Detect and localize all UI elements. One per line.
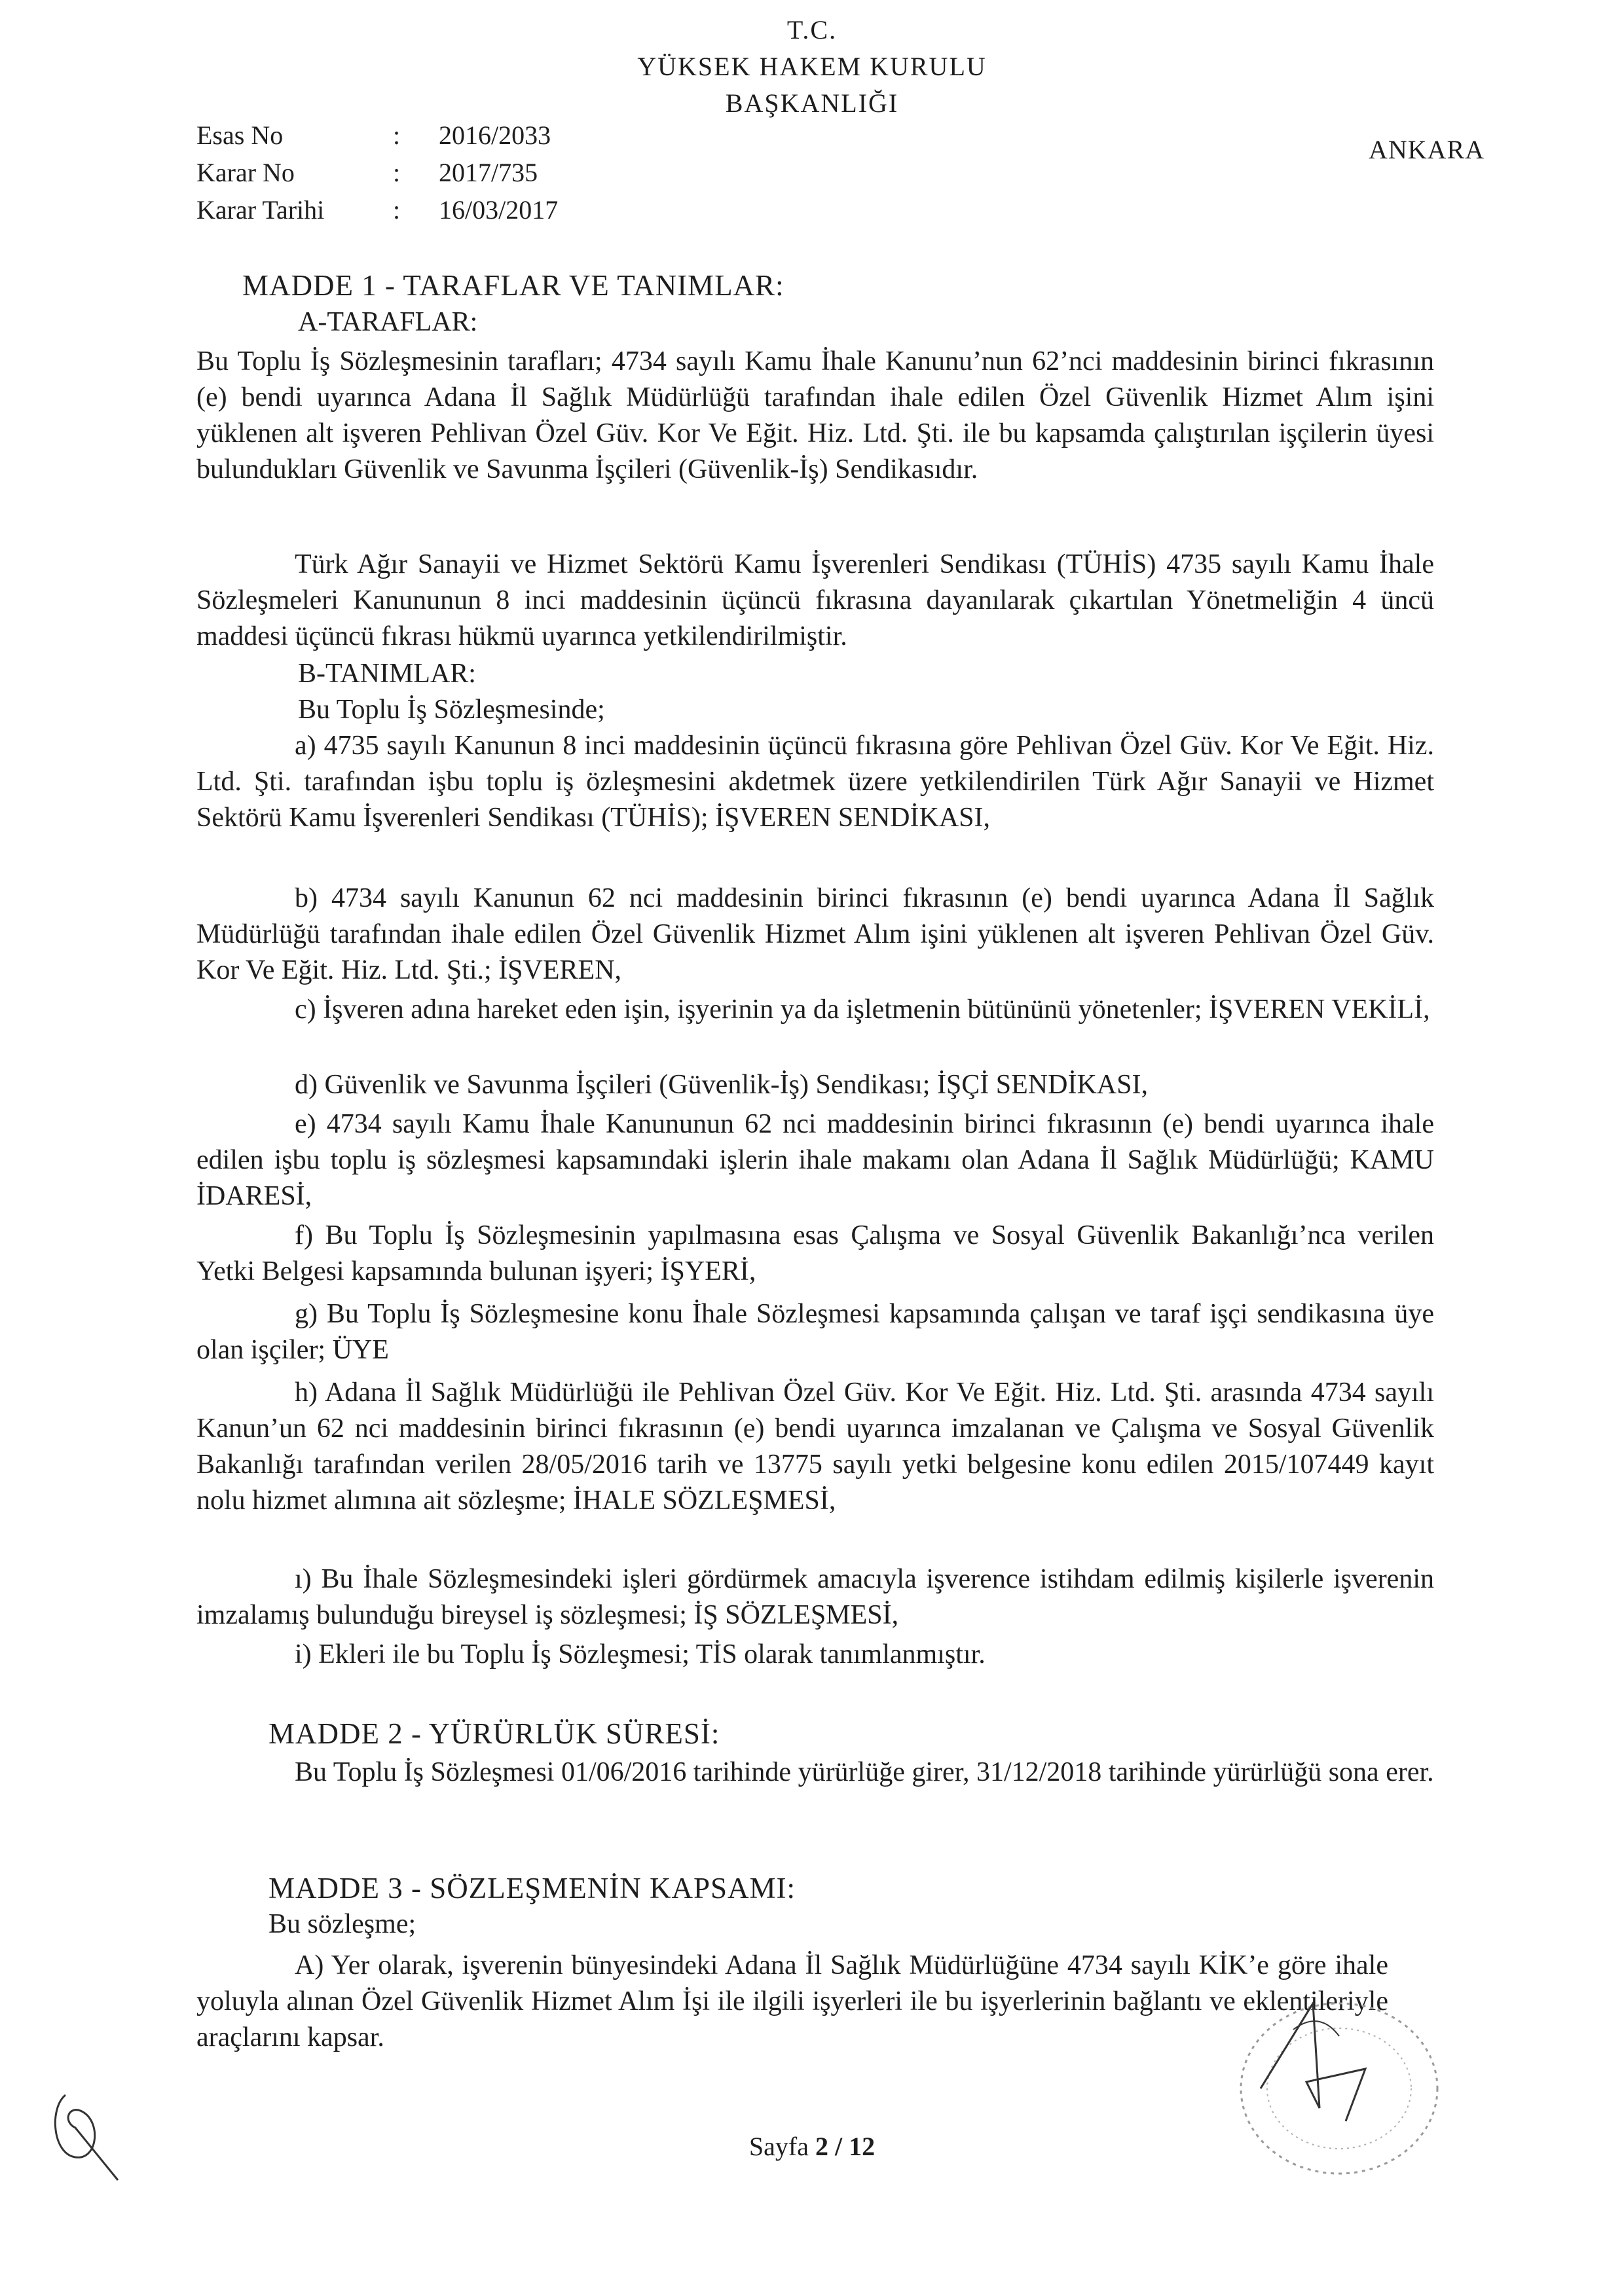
definition-item-g: g) Bu Toplu İş Sözleşmesine konu İhale Sözleşmesi kapsamında çalışan ve taraf işçi sendikasına üye olan işçiler; ÜYE — [196, 1299, 1434, 1365]
definition-item-d: d) Güvenlik ve Savunma İşçileri (Güvenlik-İş) Sendikası; İŞÇİ SENDİKASI, — [295, 1070, 1148, 1100]
madde1-intro: Bu Toplu İş Sözleşmesinde; — [298, 695, 605, 725]
header-country: T.C. — [786, 15, 838, 45]
meta-value: 16/03/2017 — [439, 195, 559, 225]
meta-row-esas — [196, 120, 551, 151]
madde3-paragraph: A) Yer olarak, işverenin bünyesindeki Adana İl Sağlık Müdürlüğüne 4734 sayılı KİK’e göre ihale yoluyla alınan Özel Güvenlik Hizmet Alım İşi ile ilgili işyerleri ile bu işyerlerinin bağlantı ve eklentileriyle araçlarını kapsar. — [196, 1950, 1388, 2052]
page-current: 2 — [815, 2132, 828, 2161]
definition-item-i: i) Ekleri ile bu Toplu İş Sözleşmesi; TİS olarak tanımlanmıştır. — [295, 1639, 986, 1669]
definition-item-a: a) 4735 sayılı Kanunun 8 inci maddesinin üçüncü fıkrasına göre Pehlivan Özel Güv. Kor Ve Eğit. Hiz. Ltd. Şti. tarafından işbu toplu iş özleşmesini akdetmek üzere yetkilendirilen Türk Ağır Sanayii ve Hizmet Sektörü Kamu İşverenleri Sendikası (TÜHİS); İŞVEREN SENDİKASI, — [196, 731, 1434, 833]
meta-colon: : — [393, 195, 401, 225]
definition-item-h: h) Adana İl Sağlık Müdürlüğü ile Pehlivan Özel Güv. Kor Ve Eğit. Hiz. Ltd. Şti. arasında 4734 sayılı Kanun’un 62 nci maddesinin birinci fıkrasının (e) bendi uyarınca imzalanan ve Çalışma ve Sosyal Güvenlik Bakanlığı tarafından verilen 28/05/2016 tarih ve 13775 sayılı yetki belgesine konu edilen 2015/107449 kayıt nolu hizmet alımına ait sözleşme; İHALE SÖZLEŞMESİ, — [196, 1377, 1434, 1516]
madde1-paragraph-2: Türk Ağır Sanayii ve Hizmet Sektörü Kamu İşverenleri Sendikası (TÜHİS) 4735 sayılı Kamu İhale Sözleşmeleri Kanununun 8 inci maddesinin üçüncü fıkrasına dayanılarak çıkartılan Yönetmeliğin 4 üncü maddesi üçüncü fıkrası hükmü uyarınca yetkilendirilmiştir. — [196, 549, 1434, 651]
header-institution: YÜKSEK HAKEM KURULU — [637, 52, 987, 81]
header-office: BAŞKANLIĞI — [725, 88, 899, 118]
meta-value: 2017/735 — [439, 158, 538, 187]
madde2-heading: MADDE 2 - YÜRÜRLÜK SÜRESİ: — [268, 1717, 720, 1750]
definition-item-b: b) 4734 sayılı Kanunun 62 nci maddesinin birinci fıkrasının (e) bendi uyarınca Adana İl Sağlık Müdürlüğü tarafından ihale edilen Özel Güvenlik Hizmet Alım işini yüklenen alt işveren Pehlivan Özel Güv. Kor Ve Eğit. Hiz. Ltd. Şti.; İŞVEREN, — [196, 883, 1434, 985]
madde1-sub-b: B-TANIMLAR: — [298, 659, 476, 689]
madde2-paragraph: Bu Toplu İş Sözleşmesi 01/06/2016 tarihinde yürürlüğe girer, 31/12/2018 tarihinde yürürlüğü sona erer. — [295, 1757, 1434, 1787]
meta-value: 2016/2033 — [439, 120, 551, 150]
page-number — [0, 2131, 1624, 2162]
page-total: 12 — [849, 2132, 876, 2161]
definition-item-i-dotless: ı) Bu İhale Sözleşmesindeki işleri gördürmek amacıyla işverence istihdam edilmiş kişilerle işverenin imzalamış bulunduğu bireysel iş sözleşmesi; İŞ SÖZLEŞMESİ, — [196, 1564, 1434, 1630]
meta-colon: : — [393, 158, 401, 187]
definition-item-c: c) İşveren adına hareket eden işin, işyerinin ya da işletmenin bütününü yönetenler; İŞVEREN VEKİLİ, — [295, 994, 1430, 1025]
madde1-sub-a: A-TARAFLAR: — [298, 307, 478, 337]
meta-row-karar — [196, 157, 538, 188]
page-label: Sayfa — [748, 2132, 809, 2161]
definition-item-f: f) Bu Toplu İş Sözleşmesinin yapılmasına esas Çalışma ve Sosyal Güvenlik Bakanlığı’nca verilen Yetki Belgesi kapsamında bulunan işyeri; İŞYERİ, — [196, 1220, 1434, 1286]
header-city: ANKARA — [1369, 135, 1485, 164]
meta-label: Karar Tarihi — [196, 195, 325, 225]
madde1-paragraph-1: Bu Toplu İş Sözleşmesinin tarafları; 4734 sayılı Kamu İhale Kanunu’nun 62’nci maddesinin birinci fıkrasının (e) bendi uyarınca Adana İl Sağlık Müdürlüğü tarafından ihale edilen Özel Güvenlik Hizmet Alım işini yüklenen alt işveren Pehlivan Özel Güv. Kor Ve Eğit. Hiz. Ltd. Şti. ile bu kapsamda çalıştırılan işçilerin üyesi bulundukları Güvenlik ve Savunma İşçileri (Güvenlik-İş) Sendikasıdır. — [196, 346, 1434, 484]
meta-label: Esas No — [196, 120, 284, 150]
meta-row-tarih — [196, 194, 558, 225]
madde3-heading: MADDE 3 - SÖZLEŞMENİN KAPSAMI: — [268, 1872, 796, 1904]
definition-item-e: e) 4734 sayılı Kamu İhale Kanununun 62 nci maddesinin birinci fıkrasının (e) bendi uyarınca ihale edilen işbu toplu iş sözleşmesi kapsamındaki işlerin ihale makamı olan Adana İl Sağlık Müdürlüğü; KAMU İDARESİ, — [196, 1109, 1434, 1211]
page-separator: / — [834, 2132, 843, 2161]
madde1-heading: MADDE 1 - TARAFLAR VE TANIMLAR: — [242, 269, 784, 302]
meta-label: Karar No — [196, 158, 295, 187]
madde3-intro: Bu sözleşme; — [268, 1909, 416, 1939]
meta-colon: : — [393, 120, 401, 150]
